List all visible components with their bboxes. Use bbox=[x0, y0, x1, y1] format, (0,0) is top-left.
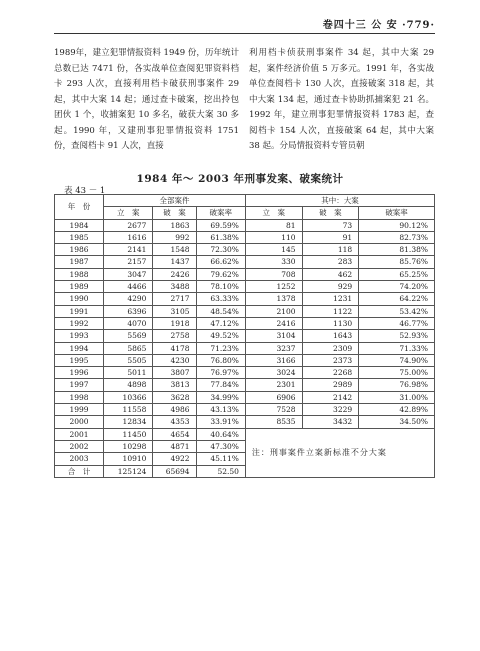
value-cell: 74.90% bbox=[359, 354, 435, 366]
value-cell: 4654 bbox=[153, 428, 196, 440]
value-cell: 65.25% bbox=[359, 268, 435, 280]
value-cell: 72.30% bbox=[196, 244, 245, 256]
table-row bbox=[55, 379, 435, 391]
value-cell: 2677 bbox=[104, 219, 153, 231]
table-row bbox=[55, 256, 435, 268]
value-cell: 3105 bbox=[153, 305, 196, 317]
table-row bbox=[55, 367, 435, 379]
value-cell: 1548 bbox=[153, 244, 196, 256]
value-cell: 5011 bbox=[104, 367, 153, 379]
year-cell: 1990 bbox=[55, 293, 104, 305]
value-cell: 53.42% bbox=[359, 305, 435, 317]
year-cell: 1985 bbox=[55, 231, 104, 243]
value-cell: 4922 bbox=[153, 453, 196, 465]
year-cell: 1989 bbox=[55, 281, 104, 293]
value-cell: 75.00% bbox=[359, 367, 435, 379]
body-text-left: 1989年，建立犯罪情报资料 1949 份，历年统计总数已达 7471 份，各实战单位查阅犯罪资料档卡 293 人次，直接利用档卡破获刑事案件 29 起，其中大案 14 起；通过查卡破案，挖出拎包团伙 1 个，收捕案犯 10 多名，破获大案 30 多起。1990 年，又建刑事犯罪情报资料 1751 份，查阅档卡 91 人次，直接 bbox=[54, 48, 239, 151]
value-cell: 47.12% bbox=[196, 317, 245, 329]
value-cell: 2373 bbox=[302, 354, 359, 366]
year-cell: 1988 bbox=[55, 268, 104, 280]
value-cell: 1231 bbox=[302, 293, 359, 305]
value-cell: 992 bbox=[153, 231, 196, 243]
value-cell: 71.23% bbox=[196, 342, 245, 354]
statistics-table bbox=[54, 194, 435, 478]
value-cell: 66.62% bbox=[196, 256, 245, 268]
value-cell: 3166 bbox=[245, 354, 302, 366]
year-cell: 2001 bbox=[55, 428, 104, 440]
value-cell: 6906 bbox=[245, 391, 302, 403]
sub-header: 破 案 bbox=[153, 207, 196, 219]
year-cell: 1998 bbox=[55, 391, 104, 403]
value-cell: 79.62% bbox=[196, 268, 245, 280]
value-cell: 3432 bbox=[302, 416, 359, 428]
table-title: 1984 年～ 2003 年刑事发案、破案统计 bbox=[136, 173, 344, 185]
table-row bbox=[55, 305, 435, 317]
value-cell: 4230 bbox=[153, 354, 196, 366]
value-cell: 4466 bbox=[104, 281, 153, 293]
value-cell: 85.76% bbox=[359, 256, 435, 268]
sub-header: 立 案 bbox=[245, 207, 302, 219]
value-cell: 5505 bbox=[104, 354, 153, 366]
value-cell: 78.10% bbox=[196, 281, 245, 293]
value-cell: 3628 bbox=[153, 391, 196, 403]
value-cell: 5569 bbox=[104, 330, 153, 342]
value-cell: 2758 bbox=[153, 330, 196, 342]
value-cell: 5865 bbox=[104, 342, 153, 354]
value-cell: 34.99% bbox=[196, 391, 245, 403]
value-cell: 3488 bbox=[153, 281, 196, 293]
table-label: 表 43 － 1 bbox=[64, 186, 106, 196]
value-cell: 2268 bbox=[302, 367, 359, 379]
value-cell: 1437 bbox=[153, 256, 196, 268]
value-cell: 81.38% bbox=[359, 244, 435, 256]
value-cell: 2416 bbox=[245, 317, 302, 329]
value-cell: 11558 bbox=[104, 404, 153, 416]
year-cell: 1984 bbox=[55, 219, 104, 231]
group-all-header: 全部案件 bbox=[104, 195, 246, 207]
table-row bbox=[55, 416, 435, 428]
value-cell: 64.22% bbox=[359, 293, 435, 305]
value-cell: 1918 bbox=[153, 317, 196, 329]
table-row bbox=[55, 268, 435, 280]
value-cell: 90.12% bbox=[359, 219, 435, 231]
value-cell: 1643 bbox=[302, 330, 359, 342]
table-row bbox=[55, 281, 435, 293]
value-cell: 52.50 bbox=[196, 465, 245, 477]
table-row bbox=[55, 231, 435, 243]
table-note: 注：刑事案件立案新标准不分大案 bbox=[245, 428, 434, 477]
year-cell: 1997 bbox=[55, 379, 104, 391]
sub-header: 破 案 bbox=[302, 207, 359, 219]
value-cell: 71.33% bbox=[359, 342, 435, 354]
value-cell: 81 bbox=[245, 219, 302, 231]
value-cell: 69.59% bbox=[196, 219, 245, 231]
value-cell: 3024 bbox=[245, 367, 302, 379]
value-cell: 82.73% bbox=[359, 231, 435, 243]
sub-header: 立 案 bbox=[104, 207, 153, 219]
value-cell: 10366 bbox=[104, 391, 153, 403]
value-cell: 3229 bbox=[302, 404, 359, 416]
value-cell: 2717 bbox=[153, 293, 196, 305]
value-cell: 4178 bbox=[153, 342, 196, 354]
value-cell: 8535 bbox=[245, 416, 302, 428]
table-row bbox=[55, 219, 435, 231]
table-row bbox=[55, 342, 435, 354]
value-cell: 43.13% bbox=[196, 404, 245, 416]
year-cell: 1995 bbox=[55, 354, 104, 366]
body-text-right: 利用档卡侦获刑事案件 34 起，其中大案 29 起，案件经济价值 5 万多元。1991 年，各实战单位查阅档卡 130 人次，直接破案 318 起，其中大案 134 起，通过查卡协助抓捕案犯 21 名。1992 年，建立刑事犯罪情报资料 1783 起，查阅档卡 154 人次，直接破案 64 起，其中大案 38 起。分局情报资料专管员朝 bbox=[249, 48, 434, 151]
table-row bbox=[55, 404, 435, 416]
value-cell: 1130 bbox=[302, 317, 359, 329]
value-cell: 4070 bbox=[104, 317, 153, 329]
value-cell: 34.50% bbox=[359, 416, 435, 428]
value-cell: 46.77% bbox=[359, 317, 435, 329]
table-row bbox=[55, 428, 435, 440]
value-cell: 2989 bbox=[302, 379, 359, 391]
page-header: 卷四十三 公 安 ·779· bbox=[322, 20, 435, 31]
value-cell: 65694 bbox=[153, 465, 196, 477]
table-row bbox=[55, 293, 435, 305]
sub-header: 破案率 bbox=[196, 207, 245, 219]
table-row bbox=[55, 330, 435, 342]
value-cell: 42.89% bbox=[359, 404, 435, 416]
year-header: 年 份 bbox=[55, 195, 104, 220]
value-cell: 110 bbox=[245, 231, 302, 243]
value-cell: 462 bbox=[302, 268, 359, 280]
table-row bbox=[55, 391, 435, 403]
value-cell: 11450 bbox=[104, 428, 153, 440]
value-cell: 61.38% bbox=[196, 231, 245, 243]
value-cell: 330 bbox=[245, 256, 302, 268]
value-cell: 1616 bbox=[104, 231, 153, 243]
year-cell: 1993 bbox=[55, 330, 104, 342]
value-cell: 708 bbox=[245, 268, 302, 280]
value-cell: 2426 bbox=[153, 268, 196, 280]
value-cell: 10910 bbox=[104, 453, 153, 465]
value-cell: 145 bbox=[245, 244, 302, 256]
year-cell: 1986 bbox=[55, 244, 104, 256]
value-cell: 1863 bbox=[153, 219, 196, 231]
year-cell: 1994 bbox=[55, 342, 104, 354]
value-cell: 3047 bbox=[104, 268, 153, 280]
value-cell: 283 bbox=[302, 256, 359, 268]
value-cell: 2142 bbox=[302, 391, 359, 403]
value-cell: 2301 bbox=[245, 379, 302, 391]
group-major-header: 其中：大案 bbox=[245, 195, 434, 207]
year-cell: 合 计 bbox=[55, 465, 104, 477]
value-cell: 49.52% bbox=[196, 330, 245, 342]
value-cell: 91 bbox=[302, 231, 359, 243]
value-cell: 63.33% bbox=[196, 293, 245, 305]
value-cell: 4898 bbox=[104, 379, 153, 391]
table-row bbox=[55, 354, 435, 366]
value-cell: 4986 bbox=[153, 404, 196, 416]
value-cell: 3104 bbox=[245, 330, 302, 342]
value-cell: 45.11% bbox=[196, 453, 245, 465]
value-cell: 76.98% bbox=[359, 379, 435, 391]
year-cell: 2003 bbox=[55, 453, 104, 465]
value-cell: 7528 bbox=[245, 404, 302, 416]
value-cell: 4290 bbox=[104, 293, 153, 305]
value-cell: 125124 bbox=[104, 465, 153, 477]
value-cell: 4871 bbox=[153, 440, 196, 452]
year-cell: 2002 bbox=[55, 440, 104, 452]
value-cell: 31.00% bbox=[359, 391, 435, 403]
year-cell: 1987 bbox=[55, 256, 104, 268]
value-cell: 73 bbox=[302, 219, 359, 231]
value-cell: 3807 bbox=[153, 367, 196, 379]
year-cell: 1992 bbox=[55, 317, 104, 329]
value-cell: 10298 bbox=[104, 440, 153, 452]
value-cell: 1378 bbox=[245, 293, 302, 305]
value-cell: 77.84% bbox=[196, 379, 245, 391]
table-row bbox=[55, 244, 435, 256]
value-cell: 1122 bbox=[302, 305, 359, 317]
value-cell: 2100 bbox=[245, 305, 302, 317]
value-cell: 76.97% bbox=[196, 367, 245, 379]
value-cell: 3813 bbox=[153, 379, 196, 391]
year-cell: 1996 bbox=[55, 367, 104, 379]
value-cell: 3237 bbox=[245, 342, 302, 354]
value-cell: 48.54% bbox=[196, 305, 245, 317]
value-cell: 52.93% bbox=[359, 330, 435, 342]
value-cell: 4353 bbox=[153, 416, 196, 428]
year-cell: 1991 bbox=[55, 305, 104, 317]
value-cell: 6396 bbox=[104, 305, 153, 317]
value-cell: 929 bbox=[302, 281, 359, 293]
year-cell: 1999 bbox=[55, 404, 104, 416]
table-row bbox=[55, 317, 435, 329]
value-cell: 2309 bbox=[302, 342, 359, 354]
sub-header: 破案率 bbox=[359, 207, 435, 219]
value-cell: 118 bbox=[302, 244, 359, 256]
year-cell: 2000 bbox=[55, 416, 104, 428]
value-cell: 47.30% bbox=[196, 440, 245, 452]
value-cell: 40.64% bbox=[196, 428, 245, 440]
value-cell: 2157 bbox=[104, 256, 153, 268]
header-rule bbox=[54, 33, 435, 34]
value-cell: 2141 bbox=[104, 244, 153, 256]
value-cell: 74.20% bbox=[359, 281, 435, 293]
value-cell: 1252 bbox=[245, 281, 302, 293]
value-cell: 33.91% bbox=[196, 416, 245, 428]
value-cell: 12834 bbox=[104, 416, 153, 428]
value-cell: 76.80% bbox=[196, 354, 245, 366]
